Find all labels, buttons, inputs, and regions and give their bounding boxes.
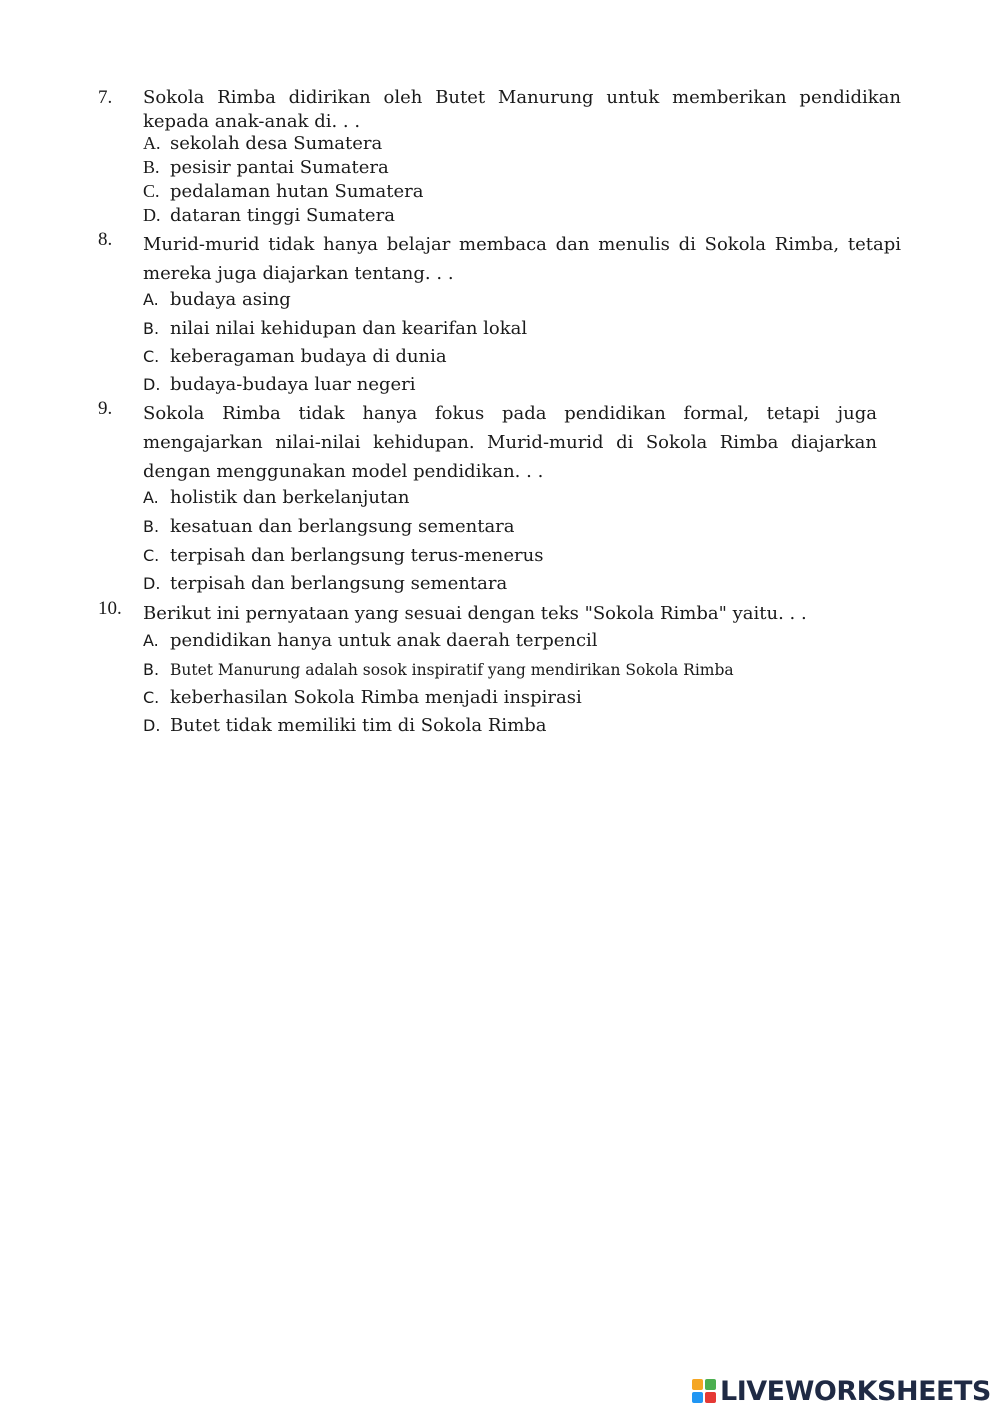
logo-tile — [705, 1379, 716, 1390]
option-b — [143, 157, 389, 178]
option-label: B. — [143, 319, 160, 338]
option-d — [143, 205, 395, 226]
option-d — [143, 573, 507, 594]
option-label: B. — [143, 517, 160, 536]
logo-tile — [705, 1392, 716, 1403]
option-label: B. — [143, 157, 160, 177]
option-c — [143, 346, 447, 367]
option-text: sekolah desa Sumatera — [170, 133, 383, 154]
option-text: terpisah dan berlangsung terus-menerus — [170, 545, 544, 566]
option-text: budaya-budaya luar negeri — [170, 374, 416, 395]
option-label: D. — [143, 375, 161, 394]
option-a — [143, 630, 598, 651]
option-text: keberagaman budaya di dunia — [170, 346, 447, 367]
option-c — [143, 181, 423, 202]
option-label: C. — [143, 688, 160, 707]
option-a — [143, 289, 291, 310]
question-number: 10. — [98, 598, 122, 619]
option-label: D. — [143, 716, 161, 735]
question-number: 7. — [98, 87, 113, 108]
option-label: D. — [143, 205, 161, 225]
logo-tile — [692, 1379, 703, 1390]
option-b — [143, 516, 515, 537]
option-label: C. — [143, 181, 160, 201]
option-d — [143, 715, 547, 736]
option-text: keberhasilan Sokola Rimba menjadi inspirasi — [170, 687, 582, 708]
option-text: pesisir pantai Sumatera — [170, 157, 389, 178]
logo-mark-icon — [692, 1379, 716, 1403]
option-text: nilai nilai kehidupan dan kearifan lokal — [170, 318, 528, 339]
question-number: 9. — [98, 398, 113, 419]
option-text: pedalaman hutan Sumatera — [170, 181, 424, 202]
liveworksheets-logo — [692, 1376, 991, 1406]
option-text: dataran tinggi Sumatera — [170, 205, 395, 226]
option-label: C. — [143, 347, 160, 366]
option-label: A. — [143, 631, 159, 650]
option-text: pendidikan hanya untuk anak daerah terpencil — [170, 630, 598, 651]
question-text: Murid-murid tidak hanya belajar membaca dan menulis di Sokola Rimba, tetapi mereka juga diajarkan tentang. . . — [143, 234, 901, 284]
option-text: holistik dan berkelanjutan — [170, 487, 410, 508]
option-text: terpisah dan berlangsung sementara — [170, 573, 508, 594]
question-text: Sokola Rimba didirikan oleh Butet Manurung untuk memberikan pendidikan kepada anak-anak di. . . — [143, 87, 901, 132]
option-b — [143, 318, 527, 339]
question-number: 8. — [98, 229, 113, 250]
question-text: Sokola Rimba tidak hanya fokus pada pendidikan formal, tetapi juga mengajarkan nilai-nilai kehidupan. Murid-murid di Sokola Rimba diajarkan dengan menggunakan model pendidikan. . . — [143, 403, 877, 482]
option-text: Butet Manurung adalah sosok inspiratif yang mendirikan Sokola Rimba — [170, 661, 734, 679]
option-label: B. — [143, 660, 160, 679]
option-label: C. — [143, 546, 160, 565]
option-a — [143, 133, 382, 154]
option-text: budaya asing — [170, 289, 291, 310]
option-b — [143, 660, 734, 679]
option-c — [143, 687, 582, 708]
option-label: A. — [143, 290, 159, 309]
option-d — [143, 374, 416, 395]
option-label: D. — [143, 574, 161, 593]
option-text: Butet tidak memiliki tim di Sokola Rimba — [170, 715, 547, 736]
option-label: A. — [143, 133, 161, 153]
option-label: A. — [143, 488, 159, 507]
option-text: kesatuan dan berlangsung sementara — [170, 516, 515, 537]
question-text: Berikut ini pernyataan yang sesuai dengan teks "Sokola Rimba" yaitu. . . — [143, 603, 807, 624]
logo-text: LIVEWORKSHEETS — [720, 1375, 991, 1407]
option-a — [143, 487, 410, 508]
logo-tile — [692, 1392, 703, 1403]
option-c — [143, 545, 543, 566]
